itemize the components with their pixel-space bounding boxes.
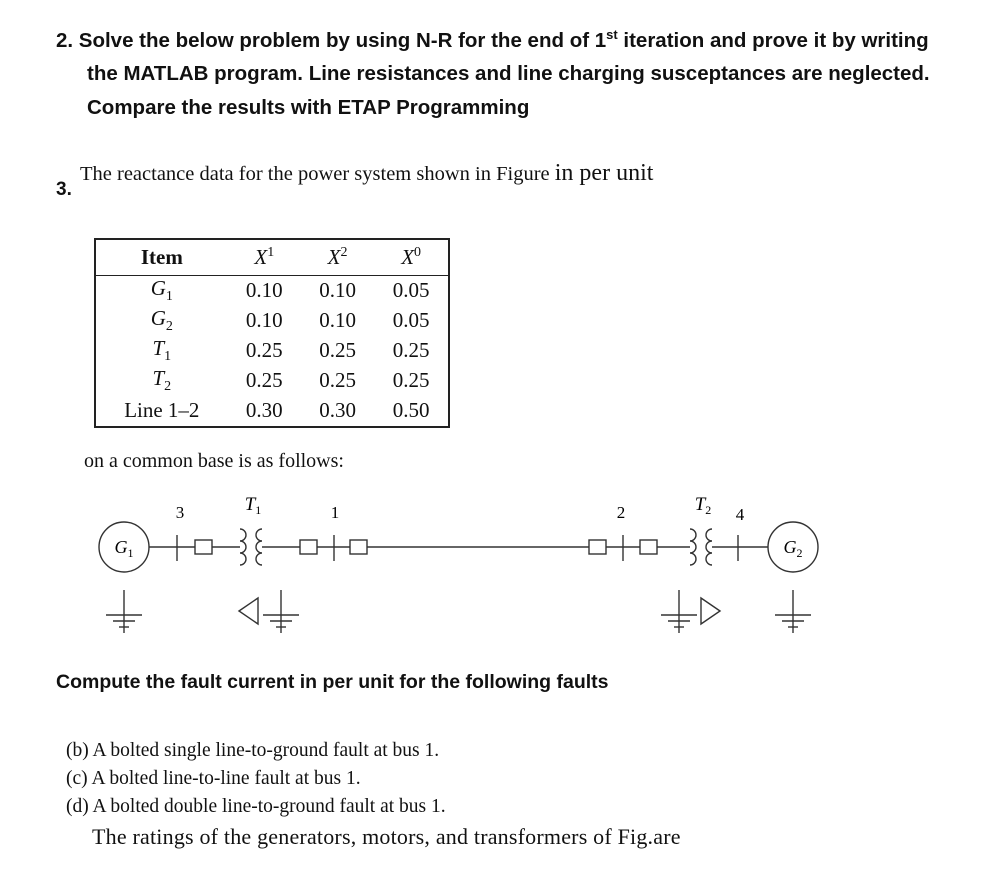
row-x0-value: 0.05 xyxy=(392,278,430,302)
g2-label: $G_2$ xyxy=(783,537,803,560)
row-x0-value: 0.25 xyxy=(392,368,430,392)
table-row xyxy=(95,306,449,336)
ratings-text: The ratings of the generators, motors, and transformers of Fig.are xyxy=(92,824,681,849)
row-x2-value: 0.10 xyxy=(319,278,356,302)
row-x2-value: 0.30 xyxy=(319,398,356,422)
ground-t1 xyxy=(263,590,299,633)
row-x1-value: 0.25 xyxy=(245,368,283,392)
header-item: Item xyxy=(140,244,183,269)
question-3-intro-tail: in per unit xyxy=(554,160,654,186)
question-3-intro-text: The reactance data for the power system shown in Figure xyxy=(80,163,550,185)
bus-3-label: 3 xyxy=(175,503,185,522)
t2-secondary-coil xyxy=(706,529,712,565)
row-item: $T_1$ xyxy=(152,335,172,365)
ground-g1 xyxy=(106,590,142,633)
row-item: Line 1–2 xyxy=(124,398,200,422)
breaker-1 xyxy=(195,540,212,554)
row-x0-value: 0.25 xyxy=(392,338,430,362)
row-item: $G_1$ xyxy=(150,275,173,305)
row-item: $T_2$ xyxy=(152,365,172,395)
header-x0: $X^0$ xyxy=(401,244,422,269)
bus-4-label: 4 xyxy=(735,505,745,524)
one-line-diagram xyxy=(0,485,983,655)
reactance-table xyxy=(94,238,450,428)
header-x1: $X^1$ xyxy=(254,244,275,269)
delta-t1 xyxy=(239,598,258,624)
fault-list xyxy=(66,737,446,821)
ground-g2 xyxy=(775,590,811,633)
question-3-intro xyxy=(80,160,653,187)
t2-label: $T_2$ xyxy=(694,494,712,517)
t1-secondary-coil xyxy=(256,529,262,565)
table-row xyxy=(95,366,449,396)
t1-label: $T_1$ xyxy=(244,494,262,517)
question-2-line-2: the MATLAB program. Line resistances and line charging susceptances are neglected. xyxy=(87,62,930,86)
ground-t2 xyxy=(661,590,697,633)
row-item: $G_2$ xyxy=(150,305,173,335)
compute-instruction: Compute the fault current in per unit for the following faults xyxy=(56,671,609,693)
question-3-number: 3. xyxy=(56,179,72,200)
base-text: on a common base is as follows: xyxy=(84,450,344,472)
row-x0-value: 0.50 xyxy=(392,398,430,422)
table-body xyxy=(95,275,449,427)
row-x2-value: 0.25 xyxy=(319,368,356,392)
header-x2: $X^2$ xyxy=(327,244,348,269)
question-2 xyxy=(56,18,930,124)
g1-label: $G_1$ xyxy=(114,537,134,560)
breaker-2 xyxy=(300,540,317,554)
question-2-line-3: Compare the results with ETAP Programming xyxy=(87,95,530,119)
question-2-line-1: 2. Solve the below problem by using N-R for the end of 1st iteration and prove it by writing xyxy=(56,27,929,52)
breaker-3 xyxy=(350,540,367,554)
row-x1-value: 0.10 xyxy=(245,278,283,302)
bus-1-label: 1 xyxy=(330,503,340,522)
fault-c: (c) A bolted line-to-line fault at bus 1. xyxy=(66,768,361,789)
table-row xyxy=(95,275,449,306)
row-x0-value: 0.05 xyxy=(392,308,430,332)
table-header-row xyxy=(95,239,449,275)
delta-t2 xyxy=(701,598,720,624)
table-row xyxy=(95,336,449,366)
fault-d: (d) A bolted double line-to-ground fault at bus 1. xyxy=(66,796,446,817)
row-x1-value: 0.10 xyxy=(245,308,283,332)
row-x1-value: 0.30 xyxy=(245,398,283,422)
breaker-5 xyxy=(640,540,657,554)
fault-b: (b) A bolted single line-to-ground fault at bus 1. xyxy=(66,740,440,761)
row-x1-value: 0.25 xyxy=(245,338,283,362)
row-x2-value: 0.25 xyxy=(319,338,356,362)
t2-primary-coil xyxy=(690,529,696,565)
row-x2-value: 0.10 xyxy=(319,308,356,332)
table-row xyxy=(95,396,449,427)
bus-2-label: 2 xyxy=(616,503,626,522)
breaker-4 xyxy=(589,540,606,554)
t1-primary-coil xyxy=(240,529,246,565)
